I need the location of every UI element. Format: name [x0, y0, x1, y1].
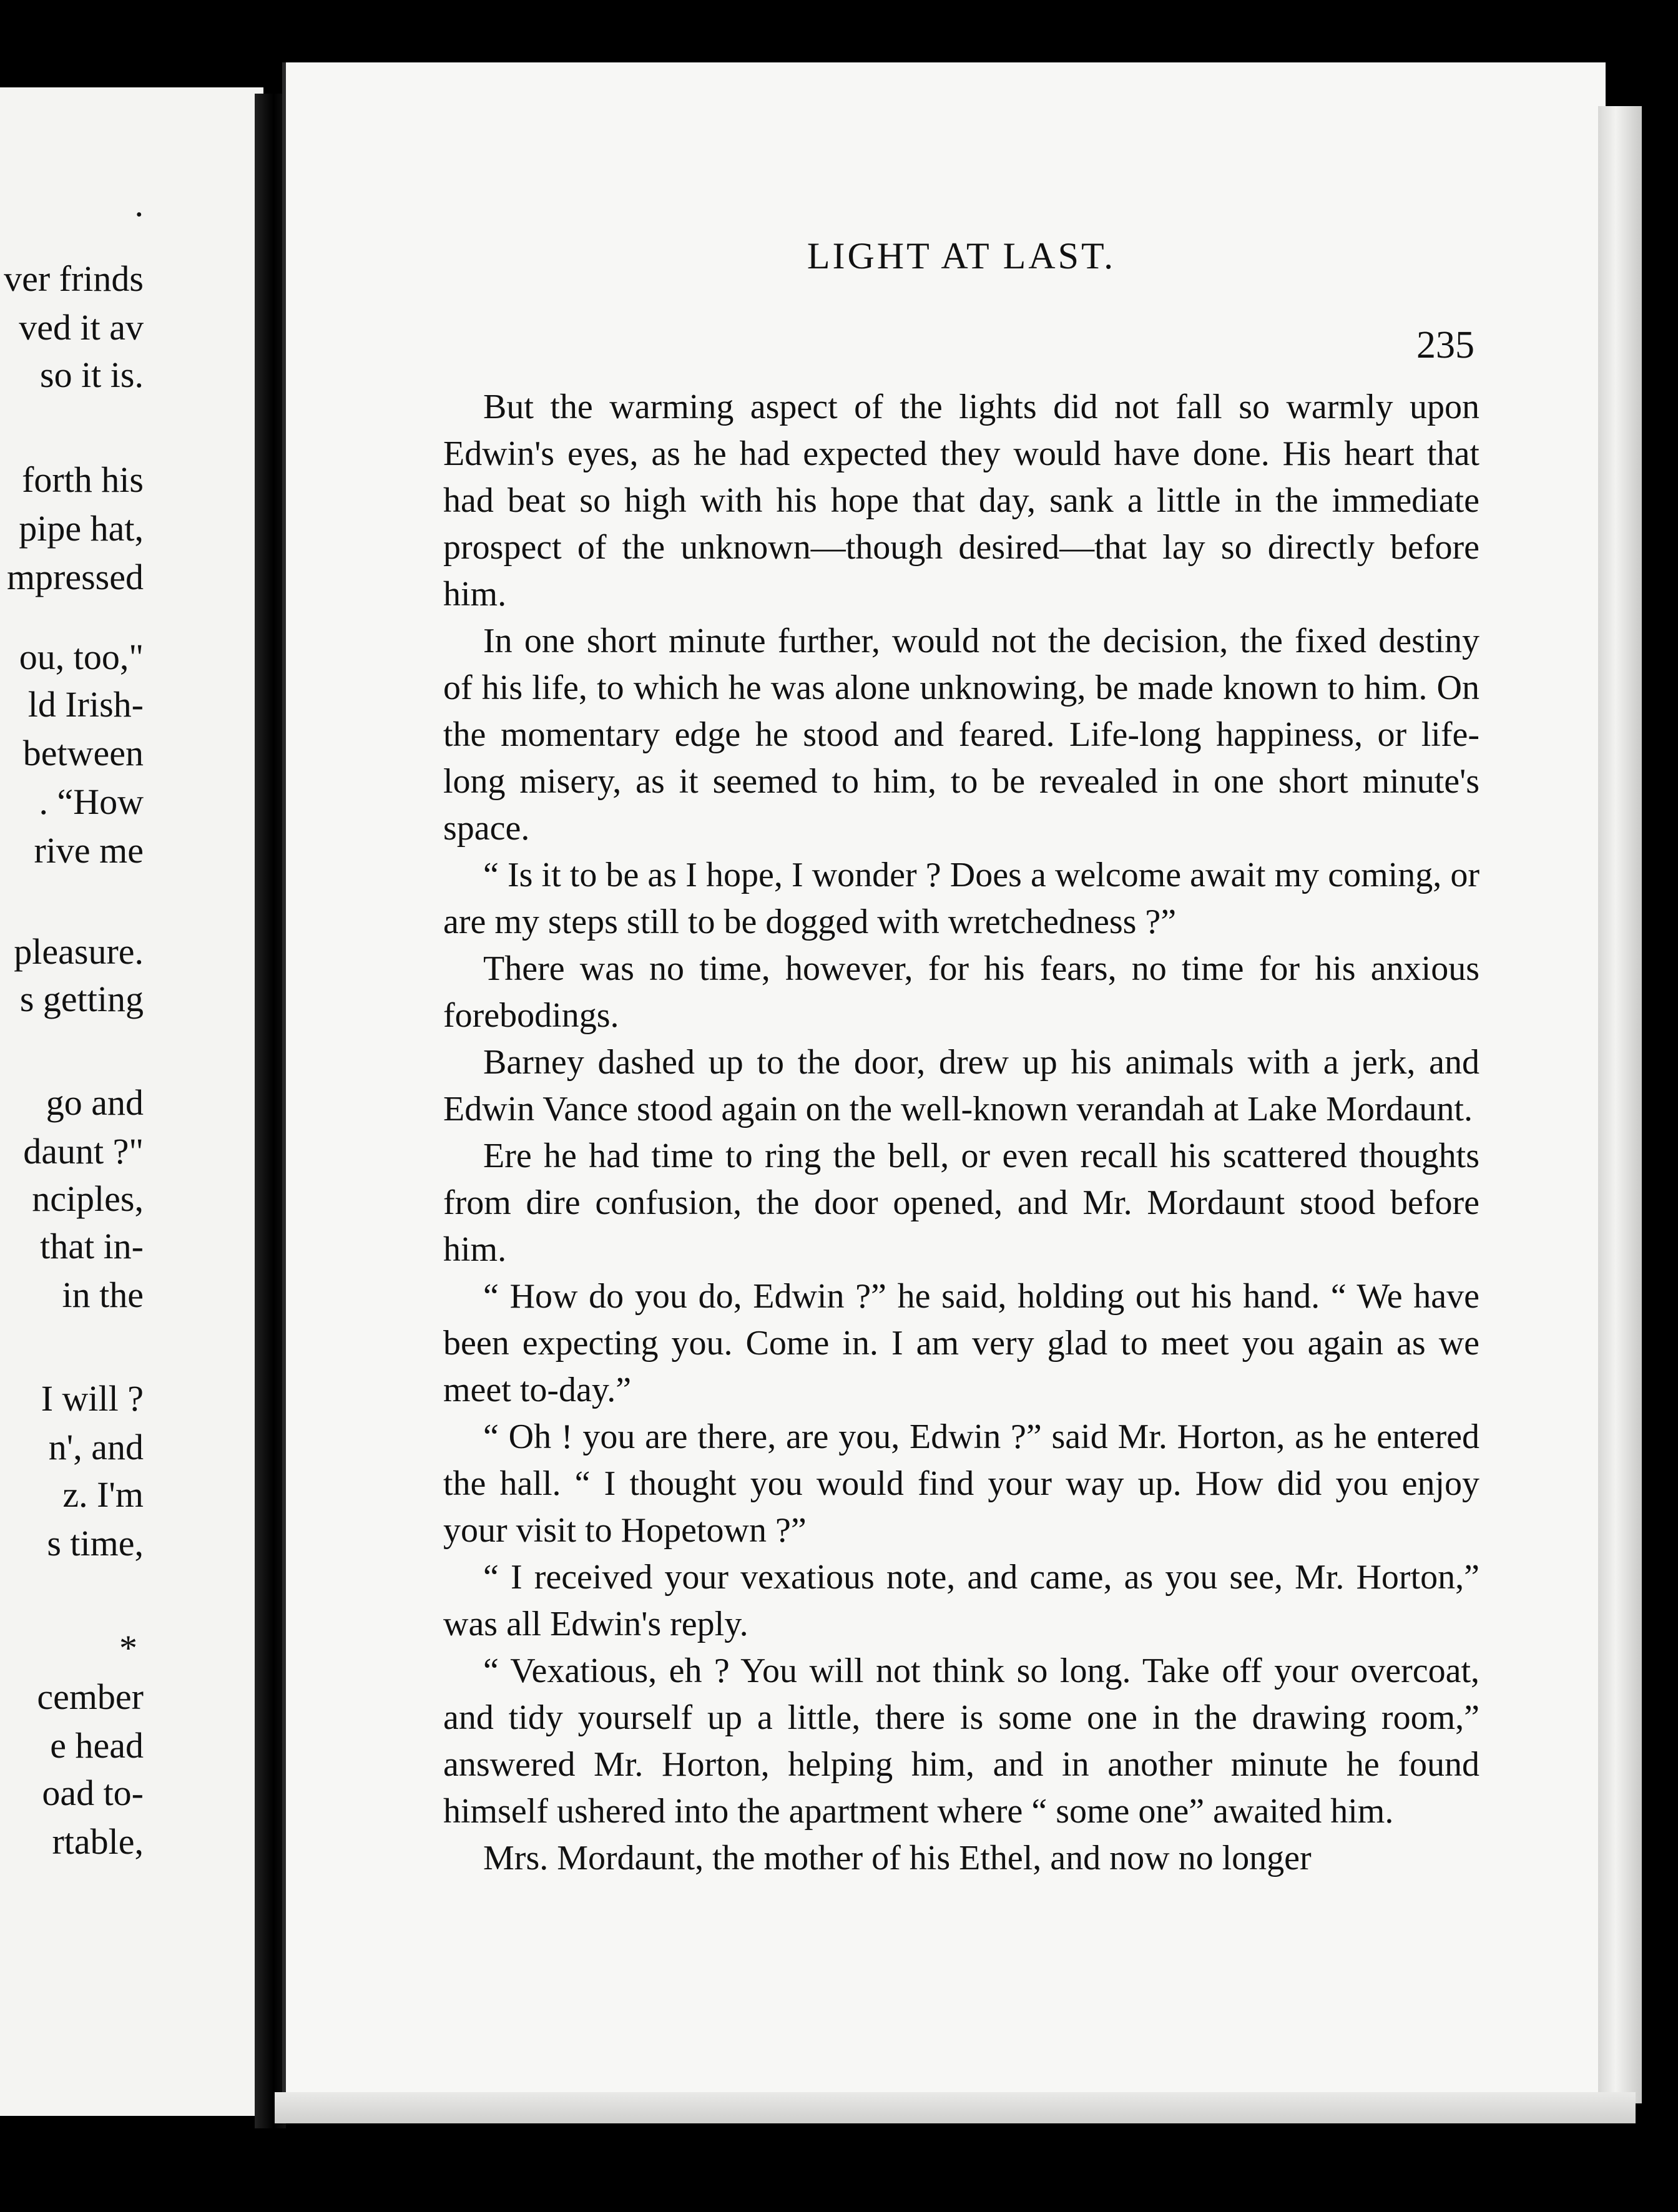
left-page-line: s getting [19, 979, 144, 1019]
left-page-line: so it is. [40, 355, 144, 395]
left-page-line: ver frinds [4, 258, 144, 299]
paragraph: “ Is it to be as I hope, I wonder ? Does a welcome await my coming, or are my steps still to be dogged with wretchedness ?” [443, 856, 1479, 941]
left-page [0, 87, 263, 2116]
bottom-edge [275, 2092, 1636, 2123]
left-page-line: ld Irish- [27, 684, 144, 725]
left-page-line: daunt ?" [23, 1131, 144, 1172]
left-page-line: n', and [48, 1427, 144, 1467]
right-page [282, 62, 1606, 2122]
left-page-line: rive me [34, 830, 144, 871]
paragraph: There was no time, however, for his fears, no time for his anxious forebodings. [443, 949, 1479, 1035]
paragraph: Barney dashed up to the door, drew up his animals with a jerk, and Edwin Vance stood again on the well-known verandah at Lake Mordaunt. [443, 1043, 1479, 1128]
left-page-line: ou, too," [19, 637, 144, 677]
running-head: LIGHT AT LAST. [807, 235, 1116, 276]
paragraph: Mrs. Mordaunt, the mother of his Ethel, and now no longer [483, 1839, 1312, 1877]
left-page-line: that in- [40, 1226, 144, 1266]
left-page-line: cember [37, 1676, 144, 1717]
left-page-line: rtable, [52, 1821, 144, 1862]
gutter-shadow [255, 94, 286, 2128]
left-page-line: . “How [39, 781, 144, 822]
paragraph: “ How do you do, Edwin ?” he said, holding out his hand. “ We have been expecting you. Come in. I am very glad to meet you again as we meet to-day.” [443, 1277, 1479, 1409]
left-page-line: between [22, 733, 144, 773]
left-page-line: in the [62, 1275, 144, 1315]
page-number: 235 [1416, 324, 1474, 366]
paragraph: “ Vexatious, eh ? You will not think so long. Take off your overcoat, and tidy yourself up a little, there is some one in the drawing room,” answered Mr. Horton, helping him, and in another minute he found himself ushered into the apartment where “ some one” awaited him. [443, 1652, 1479, 1831]
paragraph: “ Oh ! you are there, are you, Edwin ?” said Mr. Horton, as he entered the hall. “ I thought you would find your way up. How did you enjoy your visit to Hopetown ?” [443, 1417, 1479, 1550]
left-page-line: nciples, [32, 1178, 144, 1219]
left-page-line: * [119, 1628, 137, 1668]
left-page-line: oad to- [42, 1773, 144, 1813]
left-page-line: . [134, 184, 144, 224]
left-page-line: e head [50, 1725, 144, 1766]
page-edge [1598, 106, 1642, 2103]
paragraph: But the warming aspect of the lights did not fall so warmly upon Edwin's eyes, as he had expected they would have done. His heart that had beat so high with his hope that day, sank a little in the immediate prospect of the unknown—though desired—that lay so directly before him. [443, 388, 1479, 614]
left-page-line: I will ? [41, 1378, 144, 1419]
left-page-line: ved it av [19, 307, 144, 348]
left-page-line: pleasure. [14, 931, 144, 972]
paragraph: Ere he had time to ring the bell, or even recall his scattered thoughts from dire confusion, the door opened, and Mr. Mordaunt stood before him. [443, 1137, 1479, 1269]
left-page-line: mpressed [6, 557, 144, 597]
body-text [443, 384, 1479, 1882]
paragraph: In one short minute further, would not the decision, the fixed destiny of his life, to which he was alone unknowing, be made known to him. On the momentary edge he stood and feared. Life-long happiness, or life-long misery, as it seemed to him, to be revealed in one short minute's space. [443, 622, 1479, 848]
left-page-line: z. I'm [62, 1474, 144, 1515]
left-page-line: pipe hat, [19, 508, 144, 549]
left-page-line: forth his [22, 459, 144, 500]
paragraph: “ I received your vexatious note, and came, as you see, Mr. Horton,” was all Edwin's reply. [443, 1558, 1479, 1643]
left-page-line: s time, [47, 1523, 144, 1564]
left-page-line: go and [46, 1082, 144, 1123]
